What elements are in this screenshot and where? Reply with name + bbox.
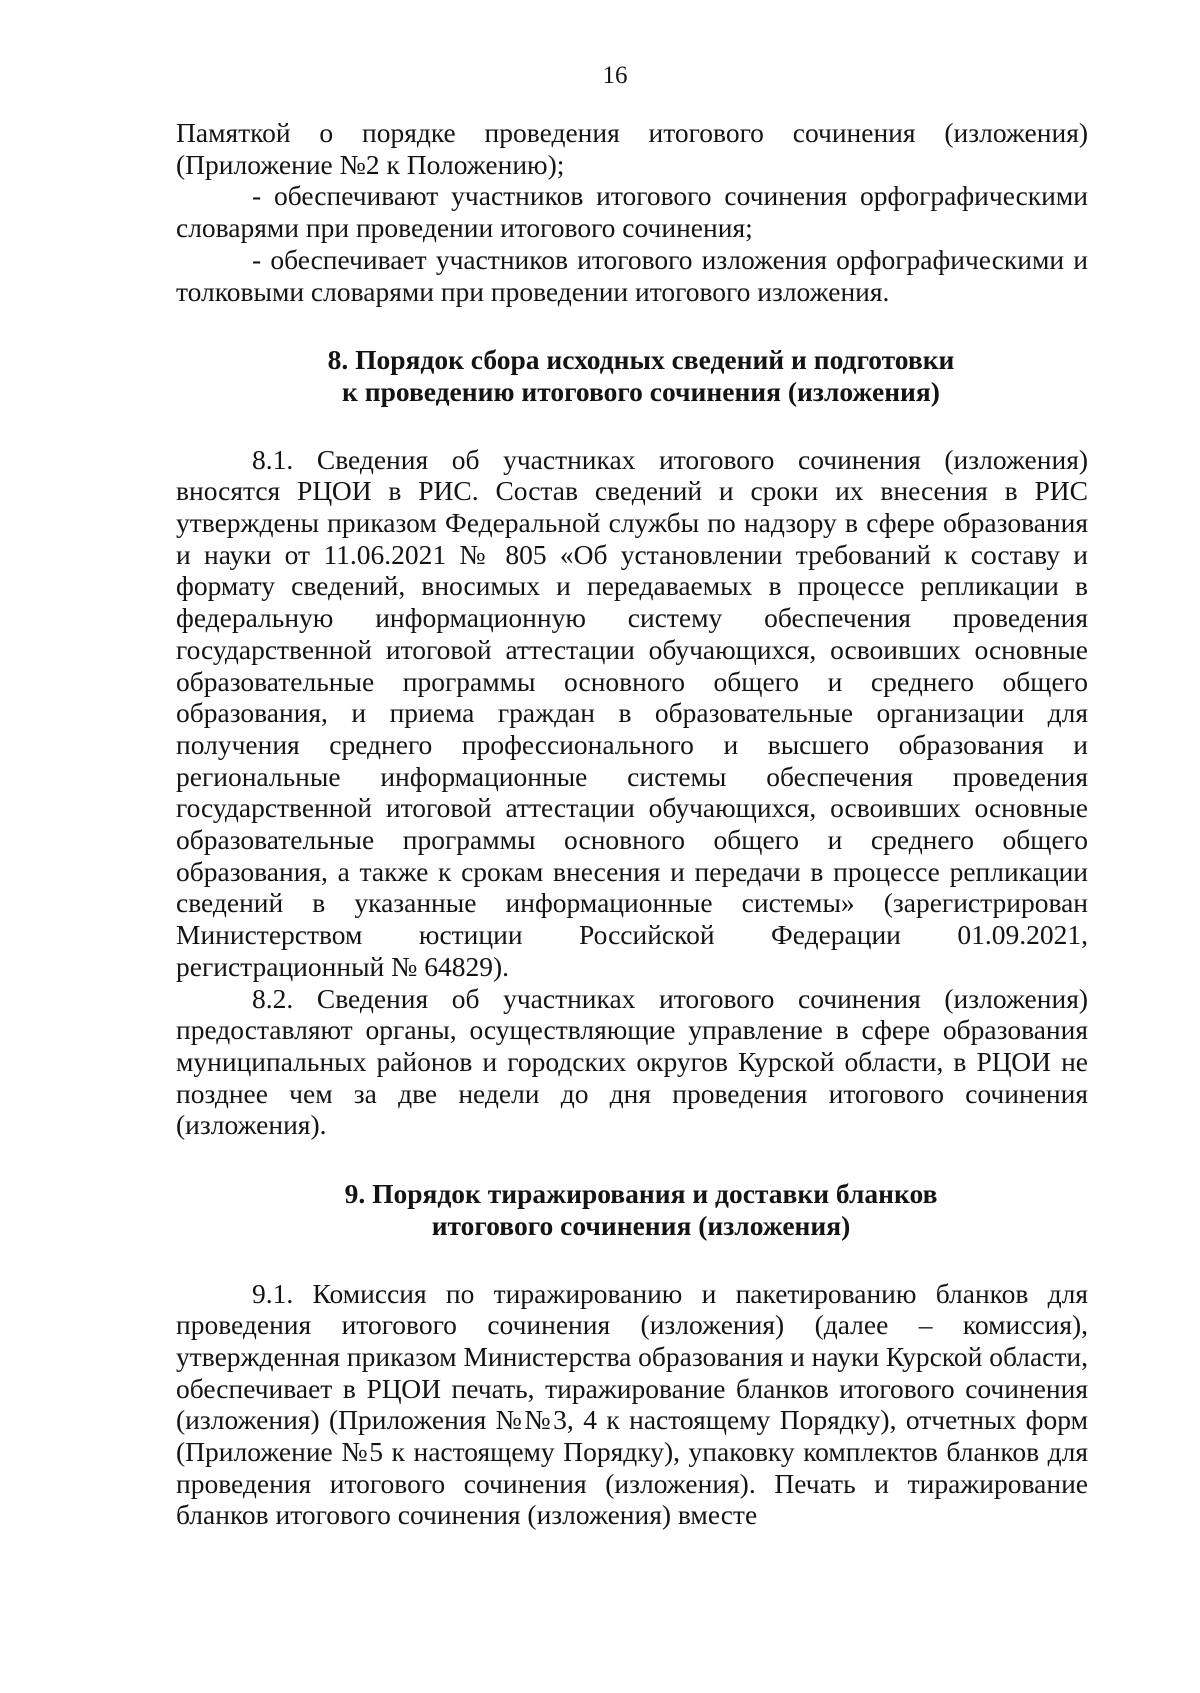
section-9-heading bbox=[176, 1178, 1088, 1241]
page-number: 16 bbox=[602, 62, 628, 89]
section-8-heading-line-2: к проведению итогового сочинения (изложения) bbox=[342, 375, 940, 407]
section-8-heading bbox=[176, 344, 1088, 407]
intro-paragraph-1: Памяткой о порядке проведения итогового сочинения (изложения) (Приложение №2 к Положению); bbox=[176, 117, 1088, 180]
paragraph-9-1: 9.1. Комиссия по тиражированию и пакетированию бланков для проведения итогового сочинения (изложения) (далее – комиссия), утвержденная приказом Министерства образования и науки Курской области, обеспечивает в РЦОИ печать, тиражирование бланков итогового сочинения (изложения) (Приложения №№3, 4 к настоящему Порядку), отчетных форм (Приложение №5 к настоящему Порядку), упаковку комплектов бланков для проведения итогового сочинения (изложения). Печать и тиражирование бланков итогового сочинения (изложения) вместе bbox=[176, 1277, 1088, 1531]
section-8-heading-line-1: 8. Порядок сбора исходных сведений и подготовки bbox=[327, 344, 955, 376]
document-body bbox=[176, 117, 1088, 1531]
paragraph-8-2: 8.2. Сведения об участниках итогового сочинения (изложения) предоставляют органы, осуществляющие управление в сфере образования муниципальных районов и городских округов Курской области, в РЦОИ не позднее чем за две недели до дня проведения итогового сочинения (изложения). bbox=[176, 982, 1088, 1141]
section-9-heading-line-1: 9. Порядок тиражирования и доставки бланков bbox=[344, 1178, 938, 1210]
section-9-heading-line-2: итогового сочинения (изложения) bbox=[431, 1209, 851, 1241]
intro-paragraph-2: - обеспечивают участников итогового сочинения орфографическими словарями при проведении итогового сочинения; bbox=[176, 180, 1088, 244]
paragraph-8-1: 8.1. Сведения об участниках итогового сочинения (изложения) вносятся РЦОИ в РИС. Состав сведений и сроки их внесения в РИС утверждены приказом Федеральной службы по надзору в сфере образования и науки от 11.06.2021 № 805 «Об установлении требований к составу и формату сведений, вносимых и передаваемых в процессе репликации в федеральную информационную систему обеспечения проведения государственной итоговой аттестации обучающихся, освоивших основные образовательные программы основного общего и среднего общего образования, и приема граждан в образовательные организации для получения среднего профессионального и высшего образования и региональные информационные системы обеспечения проведения государственной итоговой аттестации обучающихся, освоивших основные образовательные программы основного общего и среднего общего образования, а также к срокам внесения и передачи в процессе репликации сведений в указанные информационные системы» (зарегистрирован Министерством юстиции Российской Федерации 01.09.2021, регистрационный № 64829). bbox=[176, 443, 1088, 982]
intro-paragraph-3: - обеспечивает участников итогового изложения орфографическими и толковыми словарями при проведении итогового изложения. bbox=[176, 243, 1088, 307]
